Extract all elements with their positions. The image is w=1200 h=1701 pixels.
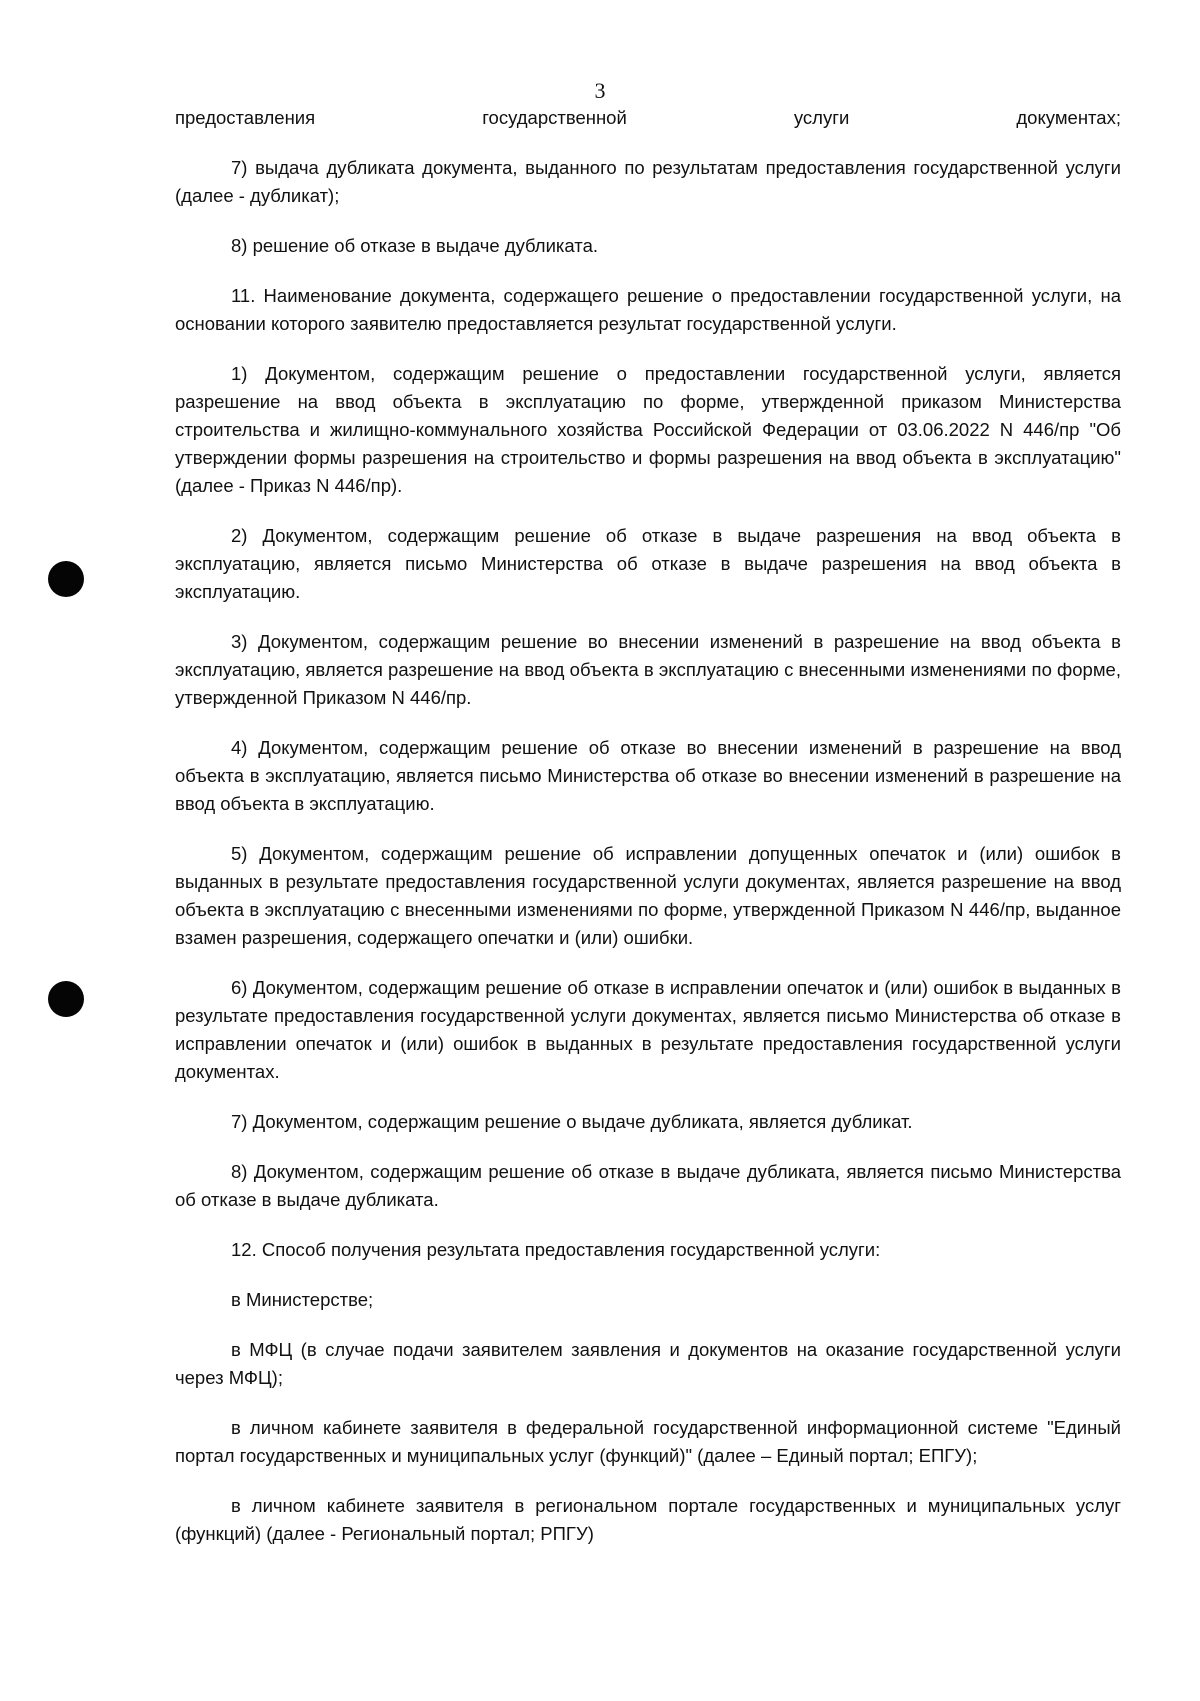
list-item-8-refusal-duplicate: 8) решение об отказе в выдаче дубликата. (231, 235, 599, 256)
clause-11-item-7: 7) Документом, содержащим решение о выдаче дубликата, является дубликат. (231, 1111, 913, 1132)
method-epgu: в личном кабинете заявителя в федеральной государственной информационной системе "Единый портал государственных и муниципальных услуг (функций)" (далее – Единый портал; ЕПГУ); (175, 1417, 1121, 1466)
document-body (175, 104, 1121, 1570)
clause-11-item-8: 8) Документом, содержащим решение об отказе в выдаче дубликата, является письмо Министерства об отказе в выдаче дубликата. (175, 1161, 1121, 1210)
clause-11-item-1: 1) Документом, содержащим решение о предоставлении государственной услуги, является разрешение на ввод объекта в эксплуатацию по форме, утвержденной приказом Министерства строительства и жилищно-коммунального хозяйства Российской Федерации от 03.06.2022 N 446/пр "Об утверждении формы разрешения на строительство и формы разрешения на ввод объекта в эксплуатацию" (далее - Приказ N 446/пр). (175, 363, 1121, 496)
clause-11-item-2: 2) Документом, содержащим решение об отказе в выдаче разрешения на ввод объекта в эксплуатацию, является письмо Министерства об отказе в выдаче разрешения на ввод объекта в эксплуатацию. (175, 525, 1121, 602)
clause-12: 12. Способ получения результата предоставления государственной услуги: (231, 1239, 881, 1260)
clause-11-item-4: 4) Документом, содержащим решение об отказе во внесении изменений в разрешение на ввод объекта в эксплуатацию, является письмо Министерства об отказе во внесении изменений в разрешение на ввод объекта в эксплуатацию. (175, 737, 1121, 814)
clause-11-item-3: 3) Документом, содержащим решение во внесении изменений в разрешение на ввод объекта в эксплуатацию, является разрешение на ввод объекта в эксплуатацию с внесенными изменениями по форме, утвержденной Приказом N 446/пр. (175, 631, 1121, 708)
page-number: 3 (594, 78, 606, 103)
punch-hole-upper (48, 561, 84, 597)
method-ministry: в Министерстве; (231, 1289, 374, 1310)
punch-hole-lower (48, 981, 84, 1017)
clause-11: 11. Наименование документа, содержащего решение о предоставлении государственной услуги, на основании которого заявителю предоставляется результат государственной услуги. (175, 285, 1121, 334)
clause-11-item-6: 6) Документом, содержащим решение об отказе в исправлении опечаток и (или) ошибок в выданных в результате предоставления государственной услуги документах, является письмо Министерства об отказе в исправлении опечаток и (или) ошибок в выданных в результате предоставления государственной услуги документах. (175, 977, 1121, 1082)
paragraph-continuation: предоставления государственной услуги документах; (175, 107, 1121, 128)
clause-11-item-5: 5) Документом, содержащим решение об исправлении допущенных опечаток и (или) ошибок в выданных в результате предоставления государственной услуги документах, является разрешение на ввод объекта в эксплуатацию с внесенными изменениями по форме, утвержденной Приказом N 446/пр, выданное взамен разрешения, содержащего опечатки и (или) ошибки. (175, 843, 1121, 948)
method-rpgu: в личном кабинете заявителя в региональном портале государственных и муниципальных услуг (функций) (далее - Региональный портал; РПГУ) (175, 1495, 1121, 1544)
method-mfc: в МФЦ (в случае подачи заявителем заявления и документов на оказание государственной услуги через МФЦ); (175, 1339, 1121, 1388)
list-item-7-duplicate: 7) выдача дубликата документа, выданного по результатам предоставления государственной услуги (далее - дубликат); (175, 157, 1121, 206)
